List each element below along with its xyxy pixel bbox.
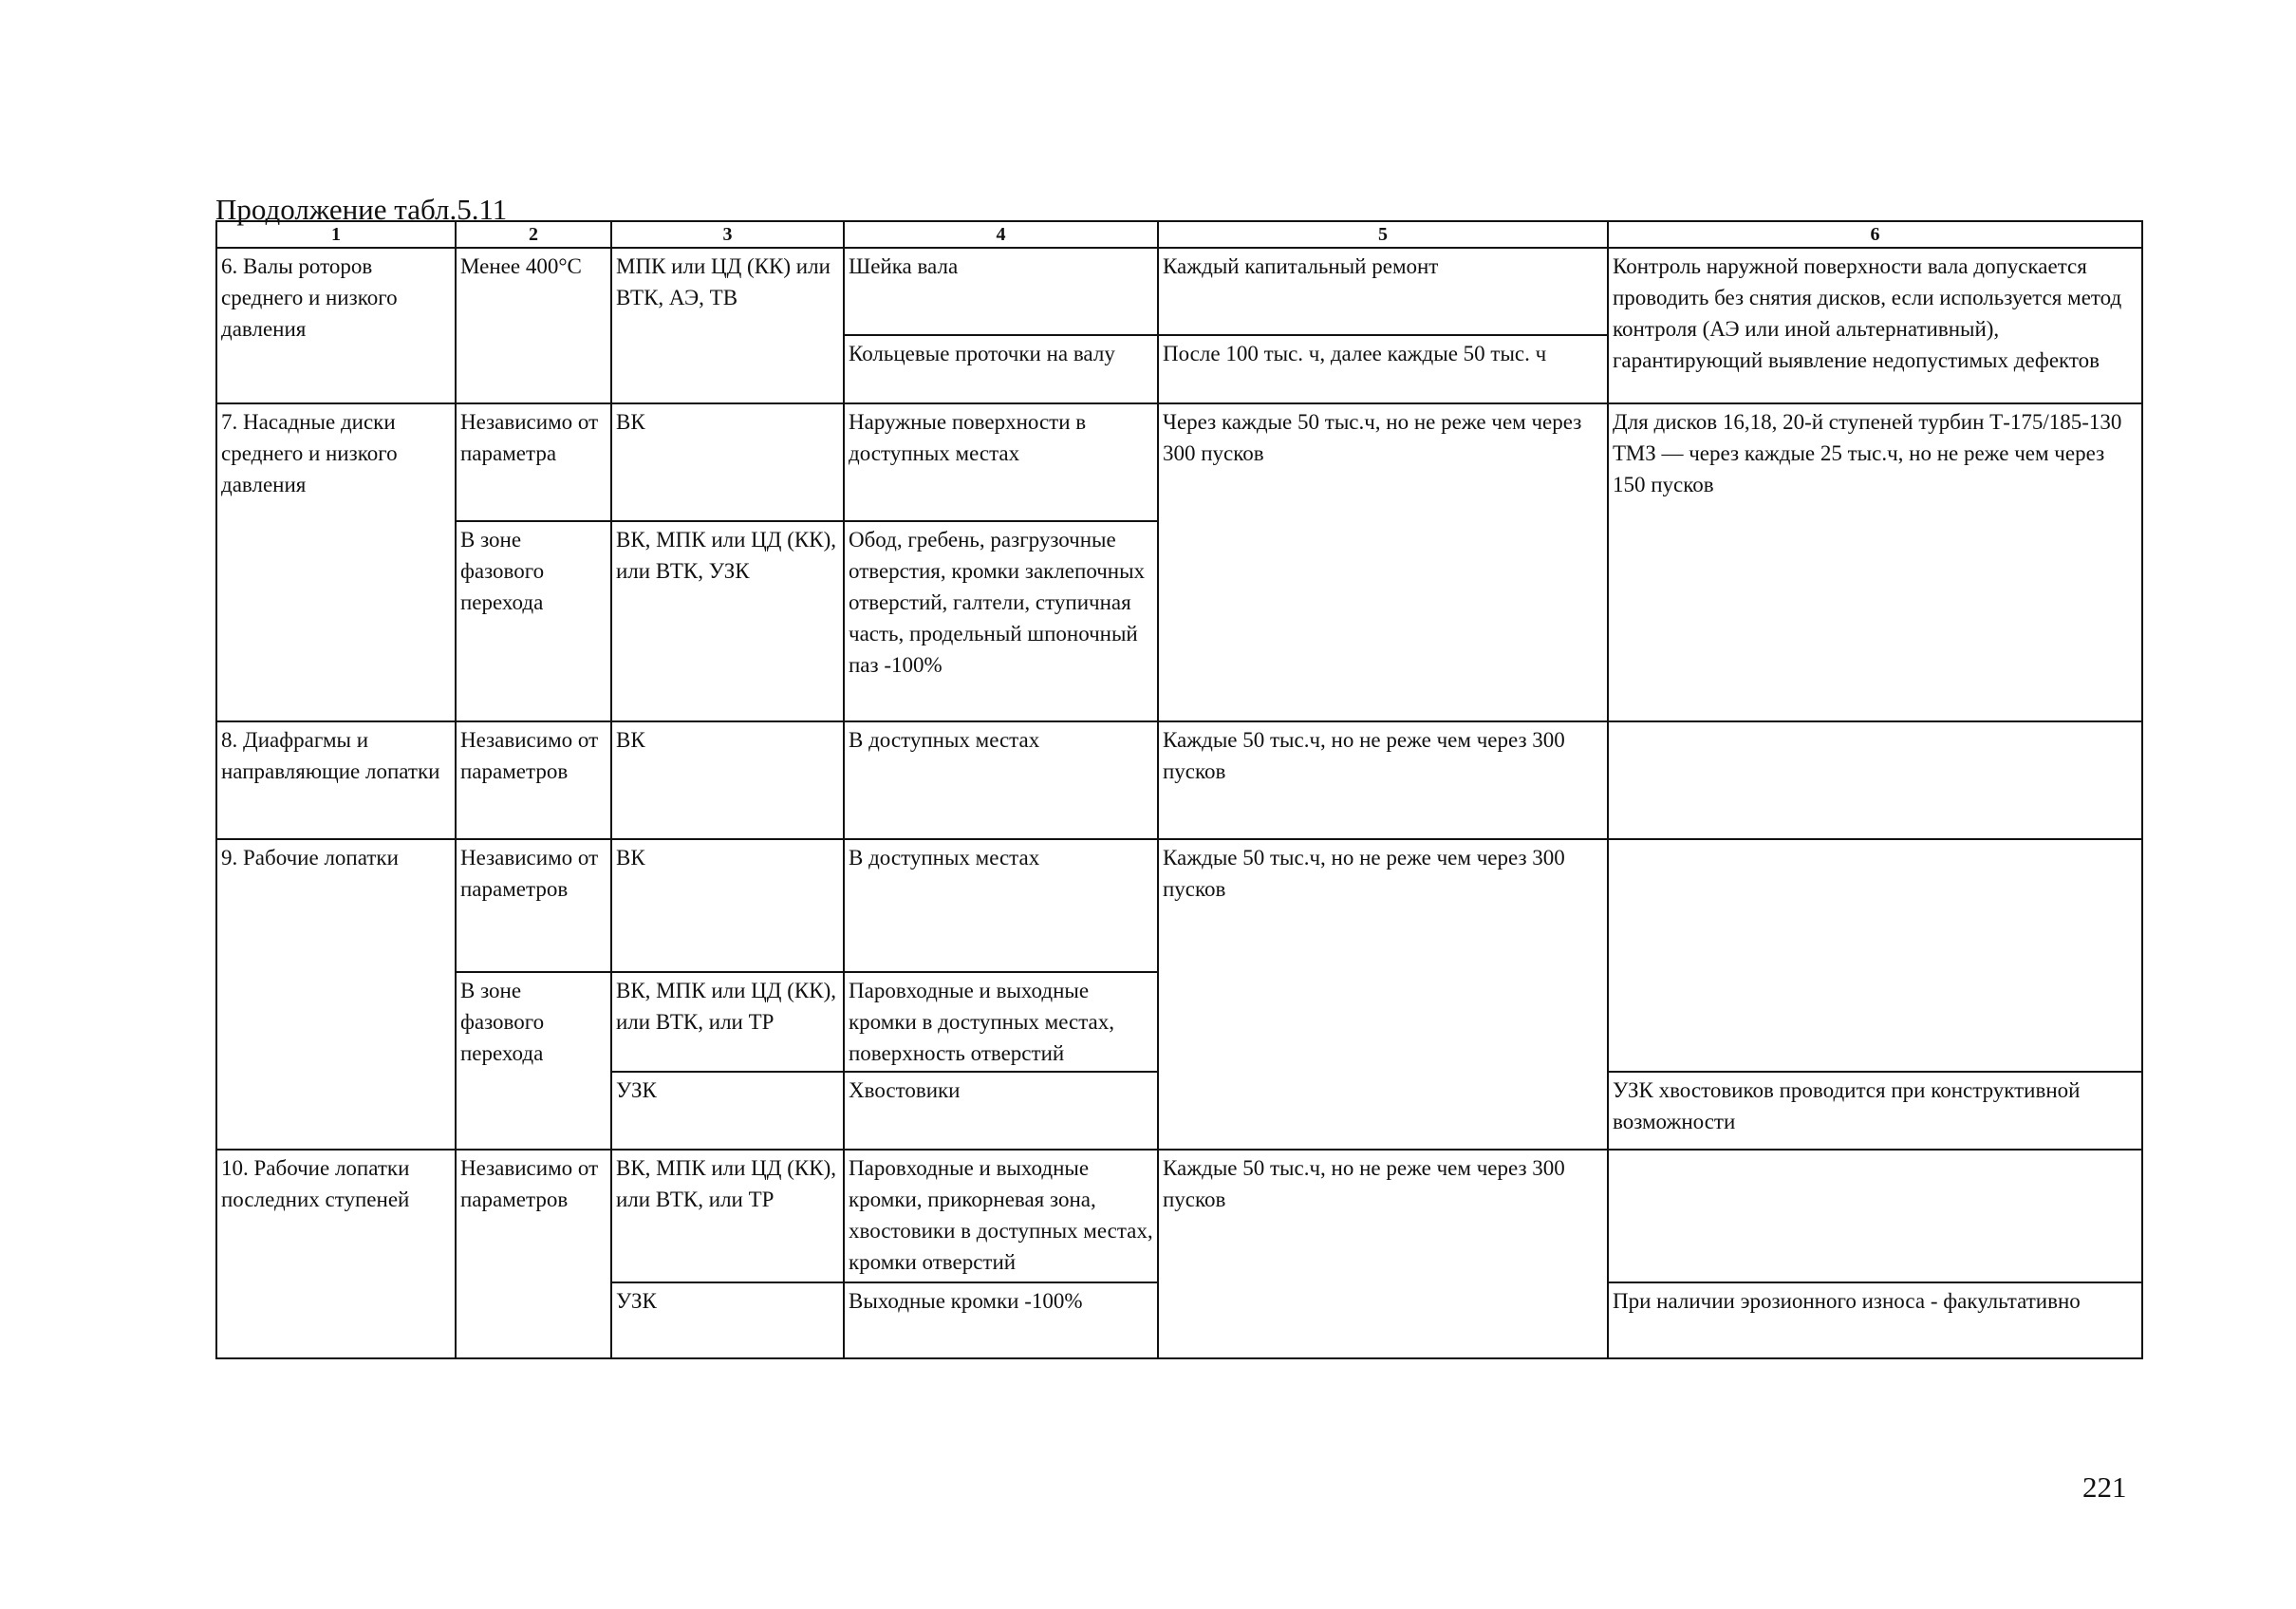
table-cell: При наличии эрозионного износа - факультативно — [1608, 1282, 2142, 1358]
table-cell: Независимо от параметра — [456, 403, 611, 521]
table-cell: 9. Рабочие лопатки — [216, 839, 456, 1150]
table-cell: Выходные кромки -100% — [844, 1282, 1158, 1358]
table-cell: 10. Рабочие лопатки последних ступеней — [216, 1150, 456, 1358]
column-header: 6 — [1608, 221, 2142, 248]
table-cell: Независимо от параметров — [456, 1150, 611, 1358]
table-cell: Обод, гребень, разгрузочные отверстия, кромки заклепочных отверстий, галтели, ступичная часть, продельный шпоночный паз -100% — [844, 521, 1158, 721]
table-cell: Для дисков 16,18, 20-й ступеней турбин Т-175/185-130 ТМЗ — через каждые 25 тыс.ч, но не реже чем через 150 пусков — [1608, 403, 2142, 721]
column-header: 4 — [844, 221, 1158, 248]
table-cell: ВК, МПК или ЦД (КК), или ВТК, или ТР — [611, 1150, 844, 1282]
page-number: 221 — [2082, 1470, 2127, 1504]
table-cell: Паровходные и выходные кромки в доступных местах, поверхность отверстий — [844, 972, 1158, 1072]
column-header: 5 — [1158, 221, 1608, 248]
table-caption: Продолжение табл.5.11 — [215, 193, 508, 226]
table-cell: В зоне фазового перехода — [456, 972, 611, 1150]
table-cell: ВК, МПК или ЦД (КК), или ВТК, или ТР — [611, 972, 844, 1072]
table-cell: В доступных местах — [844, 839, 1158, 972]
table-cell: Через каждые 50 тыс.ч, но не реже чем через 300 пусков — [1158, 403, 1608, 721]
table-cell — [1608, 721, 2142, 839]
table-cell: Наружные поверхности в доступных местах — [844, 403, 1158, 521]
table-cell: 8. Диафрагмы и направляющие лопатки — [216, 721, 456, 839]
table-cell: 6. Валы роторов среднего и низкого давления — [216, 248, 456, 403]
table-cell: ВК — [611, 721, 844, 839]
table-cell: 7. Насадные диски среднего и низкого давления — [216, 403, 456, 721]
table-cell: ВК — [611, 839, 844, 972]
table-cell: Паровходные и выходные кромки, прикорневая зона, хвостовики в доступных местах, кромки отверстий — [844, 1150, 1158, 1282]
table-cell: Каждые 50 тыс.ч, но не реже чем через 300 пусков — [1158, 721, 1608, 839]
table-cell: Контроль наружной поверхности вала допускается проводить без снятия дисков, если используется метод контроля (АЭ или иной альтернативный), гарантирующий выявление недопустимых дефектов — [1608, 248, 2142, 403]
table-cell: В зоне фазового перехода — [456, 521, 611, 721]
inspection-table — [215, 220, 2143, 1359]
table-row — [216, 403, 2142, 521]
table-cell: Независимо от параметров — [456, 839, 611, 972]
table-cell: Шейка вала — [844, 248, 1158, 335]
table-cell: УЗК — [611, 1072, 844, 1150]
table-cell — [1608, 839, 2142, 1072]
table-row — [216, 721, 2142, 839]
table-cell: УЗК — [611, 1282, 844, 1358]
table-cell: Каждые 50 тыс.ч, но не реже чем через 300 пусков — [1158, 839, 1608, 1150]
table-cell: В доступных местах — [844, 721, 1158, 839]
table-cell: Каждые 50 тыс.ч, но не реже чем через 300 пусков — [1158, 1150, 1608, 1358]
column-header: 3 — [611, 221, 844, 248]
column-header: 2 — [456, 221, 611, 248]
table-row — [216, 1150, 2142, 1282]
table-cell: ВК — [611, 403, 844, 521]
table-cell: МПК или ЦД (КК) или ВТК, АЭ, ТВ — [611, 248, 844, 403]
table-cell: Кольцевые проточки на валу — [844, 335, 1158, 403]
table-cell: ВК, МПК или ЦД (КК), или ВТК, УЗК — [611, 521, 844, 721]
table-cell: УЗК хвостовиков проводится при конструктивной возможности — [1608, 1072, 2142, 1150]
table-cell: Менее 400°С — [456, 248, 611, 403]
table-cell: Каждый капитальный ремонт — [1158, 248, 1608, 335]
table-cell: Хвостовики — [844, 1072, 1158, 1150]
table-row — [216, 839, 2142, 972]
column-header: 1 — [216, 221, 456, 248]
table-row — [216, 248, 2142, 335]
table-header-row — [216, 221, 2142, 248]
table-cell: После 100 тыс. ч, далее каждые 50 тыс. ч — [1158, 335, 1608, 403]
table-cell: Независимо от параметров — [456, 721, 611, 839]
table-cell — [1608, 1150, 2142, 1282]
